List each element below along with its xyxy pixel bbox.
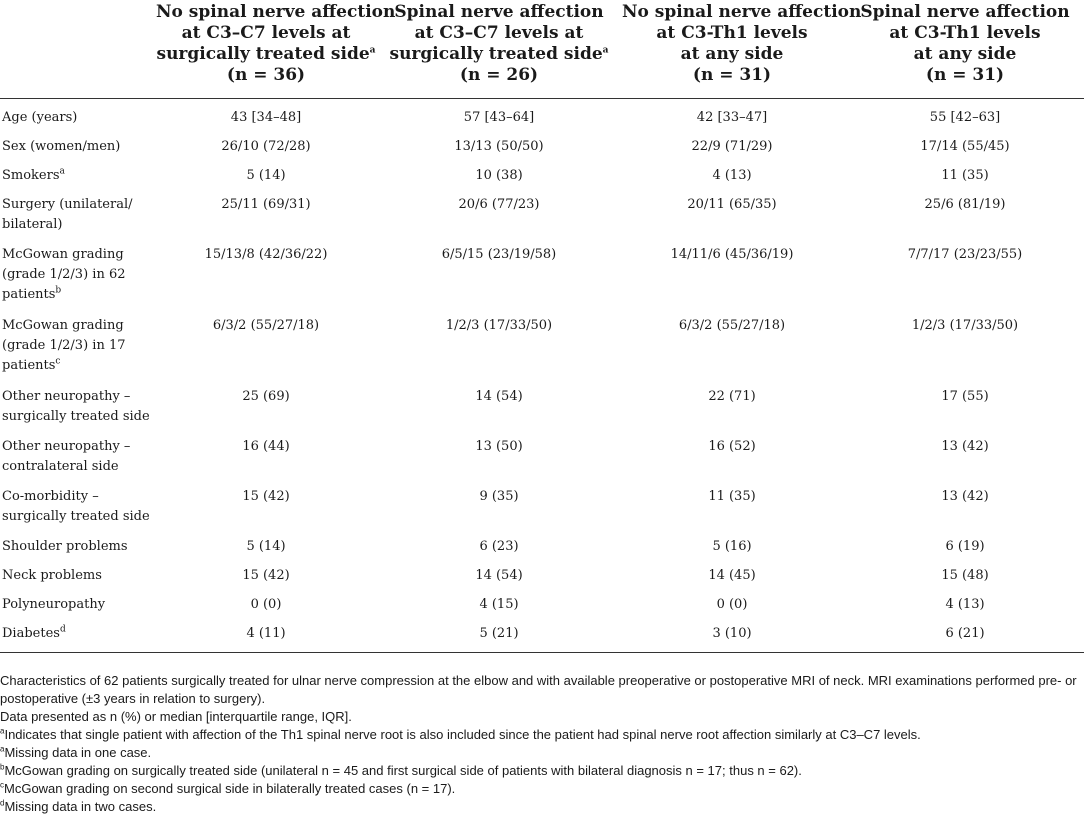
footnote — [0, 672, 1084, 708]
footnote-marker: a — [602, 44, 609, 55]
table-cell: 6/5/15 (23/19/58) — [441, 246, 557, 262]
column-header-line: surgically treated side$^a$ — [389, 43, 609, 64]
row-label-line: Surgery (unilateral/ — [2, 196, 133, 212]
row-label-line: (grade 1/2/3) in 62 — [2, 266, 126, 282]
row-label-line: Other neuropathy – — [2, 438, 131, 454]
footnote — [0, 798, 1084, 816]
table-cell: 20/11 (65/35) — [687, 196, 777, 212]
table-cell: 25/6 (81/19) — [924, 196, 1006, 212]
column-header-line: No spinal nerve affection — [622, 1, 862, 22]
column-header-line: at C3-Th1 levels — [656, 22, 808, 43]
table-cell: 55 [42–63] — [929, 109, 1001, 125]
table-cell: 20/6 (77/23) — [458, 196, 540, 212]
row-label-line: Other neuropathy – — [2, 388, 131, 404]
column-header-n: (n = 36) — [226, 64, 306, 85]
row-label-line: Neck problems — [2, 567, 102, 583]
table-cell: 4 (15) — [479, 596, 519, 612]
table-cell: 6/3/2 (55/27/18) — [212, 317, 320, 333]
table-cell: 13 (42) — [941, 438, 989, 454]
table-cell: 3 (10) — [712, 625, 752, 641]
row-label-line: McGowan grading — [2, 317, 124, 333]
row-label-line: Age (years) — [2, 109, 78, 125]
row-label — [0, 98, 152, 128]
table-cell: 13/13 (50/50) — [454, 138, 544, 154]
row-label — [0, 378, 152, 428]
row-label — [0, 186, 152, 236]
column-header — [152, 0, 396, 98]
row-label — [0, 428, 152, 478]
row-label-line: bilateral) — [2, 216, 63, 232]
row-label — [0, 615, 152, 653]
table-cell: 11 (35) — [708, 488, 756, 504]
column-header-line: at C3-Th1 levels — [889, 22, 1041, 43]
table-cell: 1/2/3 (17/33/50) — [445, 317, 553, 333]
table-cell: 25 (69) — [242, 388, 290, 404]
table-cell: 10 (38) — [475, 167, 523, 183]
table-cell: 15 (42) — [242, 567, 290, 583]
table-cell: 17 (55) — [941, 388, 989, 404]
row-label-line: surgically treated side — [2, 508, 150, 524]
table-cell: 7/7/17 (23/23/55) — [907, 246, 1023, 262]
table-cell: 0 (0) — [250, 596, 282, 612]
table-row — [0, 586, 1084, 615]
header-empty-cell — [0, 0, 152, 98]
table-row — [0, 98, 1084, 128]
table-row — [0, 307, 1084, 378]
column-header-n: (n = 31) — [925, 64, 1005, 85]
footnote — [0, 780, 1084, 798]
table-row — [0, 478, 1084, 528]
table-footnotes — [0, 672, 1084, 816]
table-cell: 42 [33–47] — [696, 109, 768, 125]
row-label-line: Diabetes$^d$ — [2, 624, 66, 641]
footnote-marker: a — [0, 726, 5, 736]
footnote-text: Indicates that single patient with affection of the Th1 spinal nerve root is also included since the patient had spinal nerve root affection similarly at C3–C7 levels. — [4, 727, 921, 742]
table-cell: 4 (11) — [246, 625, 286, 641]
table-cell: 5 (14) — [246, 538, 286, 554]
footnote-text: Characteristics of 62 patients surgically treated for ulnar nerve compression at the elbow and with available preoperative or postoperative MRI of neck. MRI examinations performed pre- or postoperative (±3 years in relation to surgery). — [0, 673, 1077, 706]
row-label-line: patients$^c$ — [2, 356, 61, 373]
table-cell: 11 (35) — [941, 167, 989, 183]
footnote-text: Data presented as n (%) or median [interquartile range, IQR]. — [0, 709, 352, 724]
table-cell: 4 (13) — [712, 167, 752, 183]
row-label-line: Co-morbidity – — [2, 488, 99, 504]
table-cell: 16 (52) — [708, 438, 756, 454]
row-label — [0, 478, 152, 528]
table-cell: 9 (35) — [479, 488, 519, 504]
table-row — [0, 557, 1084, 586]
table-cell: 22/9 (71/29) — [691, 138, 773, 154]
column-header-line: at any side — [913, 43, 1017, 64]
row-label — [0, 128, 152, 157]
table-cell: 0 (0) — [716, 596, 748, 612]
table-cell: 5 (21) — [479, 625, 519, 641]
column-header — [846, 0, 1084, 98]
row-label-line: Polyneuropathy — [2, 596, 106, 612]
column-header-line: Spinal nerve affection — [394, 1, 604, 22]
footnote-marker: c — [0, 780, 4, 790]
column-header-line: No spinal nerve affection — [156, 1, 396, 22]
row-label-line: Sex (women/men) — [2, 138, 121, 154]
footnote-text: McGowan grading on second surgical side in bilaterally treated cases (n = 17). — [4, 781, 456, 796]
column-header-line: surgically treated side$^a$ — [156, 43, 376, 64]
table-cell: 14 (54) — [475, 388, 523, 404]
footnote-text: Missing data in one case. — [4, 745, 152, 760]
row-label — [0, 307, 152, 378]
table-cell: 15/13/8 (42/36/22) — [204, 246, 328, 262]
table-cell: 6 (21) — [945, 625, 985, 641]
table-cell: 43 [34–48] — [230, 109, 302, 125]
table-cell: 57 [43–64] — [463, 109, 535, 125]
table-row — [0, 428, 1084, 478]
row-label — [0, 157, 152, 186]
table-cell: 26/10 (72/28) — [221, 138, 311, 154]
table-cell: 13 (50) — [475, 438, 523, 454]
table-cell: 5 (14) — [246, 167, 286, 183]
table-row — [0, 378, 1084, 428]
footnote-marker: c — [55, 356, 61, 367]
row-label-line: Smokers$^a$ — [2, 166, 65, 183]
table-cell: 17/14 (55/45) — [920, 138, 1010, 154]
column-header-line: Spinal nerve affection — [860, 1, 1070, 22]
footnote-marker: d — [59, 624, 66, 635]
table-cell: 5 (16) — [712, 538, 752, 554]
footnote — [0, 744, 1084, 762]
column-header-n: (n = 26) — [459, 64, 539, 85]
row-label-line: (grade 1/2/3) in 17 — [2, 337, 126, 353]
table-body — [0, 98, 1084, 653]
table-cell: 14 (54) — [475, 567, 523, 583]
table-cell: 15 (42) — [242, 488, 290, 504]
table-cell: 13 (42) — [941, 488, 989, 504]
table-cell: 16 (44) — [242, 438, 290, 454]
footnote-text: McGowan grading on surgically treated side (unilateral n = 45 and first surgical side of patients with bilateral diagnosis n = 17; thus n = 62). — [4, 763, 802, 778]
row-label-line: surgically treated side — [2, 408, 150, 424]
table-row — [0, 157, 1084, 186]
table-cell: 1/2/3 (17/33/50) — [911, 317, 1019, 333]
table-cell: 25/11 (69/31) — [221, 196, 311, 212]
footnote — [0, 708, 1084, 726]
column-header — [380, 0, 618, 98]
row-label-line: Shoulder problems — [2, 538, 128, 554]
table-cell: 22 (71) — [708, 388, 756, 404]
table-row — [0, 615, 1084, 653]
row-label — [0, 528, 152, 557]
table-row — [0, 186, 1084, 236]
footnote-marker: a — [369, 44, 376, 55]
row-label-line: contralateral side — [2, 458, 119, 474]
header-row — [0, 0, 1084, 98]
footnote-text: Missing data in two cases. — [4, 799, 157, 814]
row-label — [0, 586, 152, 615]
table-cell: 6 (19) — [945, 538, 985, 554]
column-header — [618, 0, 862, 98]
row-label — [0, 236, 152, 307]
column-header-n: (n = 31) — [692, 64, 772, 85]
footnote — [0, 762, 1084, 780]
table-row — [0, 236, 1084, 307]
column-header-line: at any side — [680, 43, 784, 64]
row-label-line: McGowan grading — [2, 246, 124, 262]
footnote — [0, 726, 1084, 744]
column-header-line: at C3–C7 levels at — [414, 22, 584, 43]
table-row — [0, 528, 1084, 557]
column-header-line: at C3–C7 levels at — [181, 22, 351, 43]
table-cell: 14/11/6 (45/36/19) — [670, 246, 794, 262]
table-cell: 14 (45) — [708, 567, 756, 583]
table-cell: 15 (48) — [941, 567, 989, 583]
footnote-marker: b — [55, 285, 62, 296]
table-row — [0, 128, 1084, 157]
footnote-marker: b — [0, 762, 5, 772]
table-cell: 6 (23) — [479, 538, 519, 554]
footnote-marker: a — [0, 744, 5, 754]
table-cell: 4 (13) — [945, 596, 985, 612]
row-label — [0, 557, 152, 586]
row-label-line: patients$^b$ — [2, 285, 62, 302]
footnote-marker: d — [0, 798, 5, 808]
footnote-marker: a — [59, 166, 65, 177]
table-cell: 6/3/2 (55/27/18) — [678, 317, 786, 333]
